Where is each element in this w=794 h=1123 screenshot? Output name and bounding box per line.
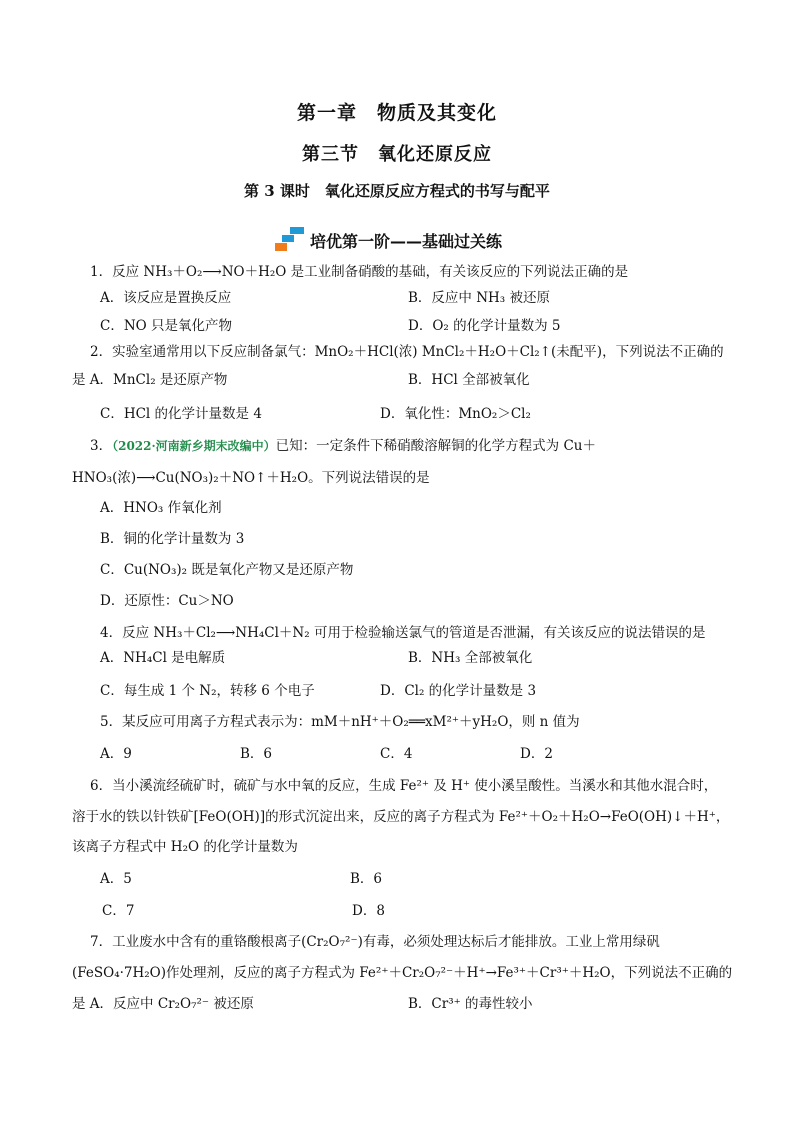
q6-option-d: D．8 (352, 903, 385, 919)
q6-option-c: C．7 (102, 903, 135, 919)
q2-stem: 2．实验室通常用以下反应制备氯气：MnO₂＋HCl(浓) MnCl₂＋H₂O＋Cl₂↑(未配平)，下列说法不正确的 (90, 344, 724, 360)
lesson-title: 第 3 课时 氧化还原反应方程式的书写与配平 (244, 182, 550, 200)
q7-stem-line1: 7．工业废水中含有的重铬酸根离子(Cr₂O₇²⁻)有毒，必须处理达标后才能排放。工业上常用绿矾 (90, 934, 660, 950)
q5-option-a: A．9 (100, 746, 132, 762)
q4-option-b: B．NH₃ 全部被氧化 (408, 650, 533, 666)
q2-option-d: D．氧化性：MnO₂＞Cl₂ (380, 406, 531, 422)
q3-source-tag: （2022·河南新乡期末改编中） (112, 439, 276, 453)
q7-option-a: 是 A．反应中 Cr₂O₇²⁻ 被还原 (72, 996, 254, 1012)
q3-option-b: B．铜的化学计量数为 3 (100, 531, 245, 547)
stairs-icon (272, 226, 308, 252)
q2-option-c: C．HCl 的化学计量数是 4 (100, 406, 262, 422)
q4-option-a: A．NH₄Cl 是电解质 (100, 650, 226, 666)
q3-option-d: D．还原性：Cu＞NO (100, 593, 234, 609)
stage-heading (272, 226, 532, 254)
q1-option-c: C．NO 只是氧化产物 (100, 318, 233, 334)
q1-option-d: D．O₂ 的化学计量数为 5 (408, 318, 561, 334)
q1-option-a: A．该反应是置换反应 (100, 290, 232, 306)
q6-stem-line1: 6．当小溪流经硫矿时，硫矿与水中氧的反应，生成 Fe²⁺ 及 H⁺ 使小溪呈酸性。当溪水和其他水混合时， (90, 778, 718, 794)
q4-option-c: C．每生成 1 个 N₂，转移 6 个电子 (100, 683, 315, 699)
q3-option-a: A．HNO₃ 作氧化剂 (100, 500, 222, 516)
q3-stem-text: 已知：一定条件下稀硝酸溶解铜的化学方程式为 Cu＋ (275, 438, 596, 454)
q2-option-a: 是 A．MnCl₂ 是还原产物 (72, 372, 228, 388)
q5-option-b: B．6 (240, 746, 273, 762)
q4-option-d: D．Cl₂ 的化学计量数是 3 (380, 683, 537, 699)
q3-number: 3． (90, 438, 113, 454)
chapter-title: 第一章 物质及其变化 (296, 102, 497, 124)
q3-stem-line2: HNO₃(浓)⟶Cu(NO₃)₂＋NO↑＋H₂O。下列说法错误的是 (72, 470, 430, 486)
q3-option-c: C．Cu(NO₃)₂ 既是氧化产物又是还原产物 (100, 562, 354, 578)
q3-stem-line1 (90, 437, 596, 455)
q6-option-b: B．6 (350, 871, 383, 887)
q2-option-b: B．HCl 全部被氧化 (408, 372, 530, 388)
q6-stem-line3: 该离子方程式中 H₂O 的化学计量数为 (72, 839, 298, 855)
q6-option-a: A．5 (100, 871, 132, 887)
section-title: 第三节 氧化还原反应 (302, 144, 492, 165)
q1-stem: 1．反应 NH₃＋O₂⟶NO＋H₂O 是工业制备硝酸的基础，有关该反应的下列说法正确的是 (90, 264, 629, 280)
q5-option-d: D．2 (520, 746, 553, 762)
q7-stem-line2: (FeSO₄·7H₂O)作处理剂，反应的离子方程式为 Fe²⁺＋Cr₂O₇²⁻＋H⁺→Fe³⁺＋Cr³⁺＋H₂O，下列说法不正确的 (72, 965, 733, 981)
stage-title: 培优第一阶——基础过关练 (310, 232, 503, 251)
q5-option-c: C．4 (380, 746, 413, 762)
q1-option-b: B．反应中 NH₃ 被还原 (408, 290, 551, 306)
q5-stem: 5．某反应可用离子方程式表示为：mM＋nH⁺＋O₂══xM²⁺＋yH₂O，则 n 值为 (100, 714, 580, 730)
q7-option-b: B．Cr³⁺ 的毒性较小 (408, 996, 533, 1012)
q4-stem: 4．反应 NH₃＋Cl₂⟶NH₄Cl＋N₂ 可用于检验输送氯气的管道是否泄漏，有关该反应的说法错误的是 (100, 625, 706, 641)
q6-stem-line2: 溶于水的铁以针铁矿[FeO(OH)]的形式沉淀出来，反应的离子方程式为 Fe²⁺＋O₂＋H₂O→FeO(OH)↓＋H⁺， (72, 809, 730, 825)
